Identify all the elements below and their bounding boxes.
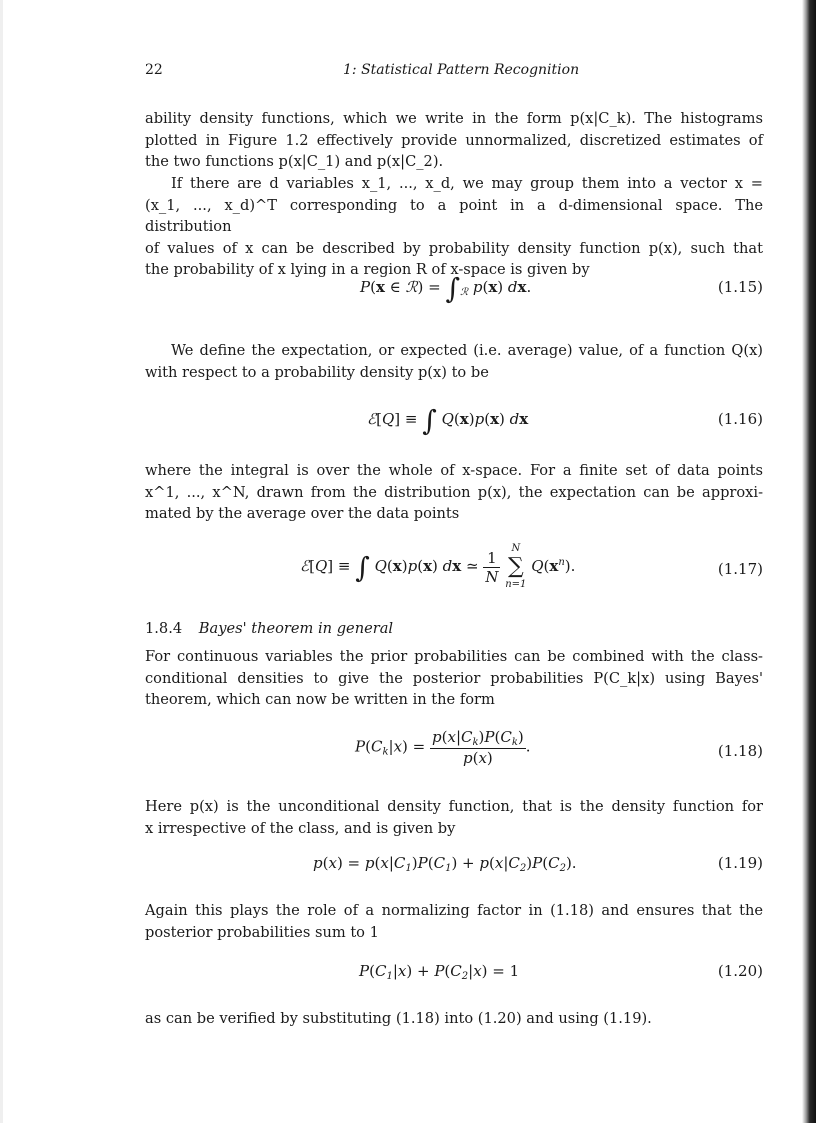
text-line: as can be verified by substituting (1.18) into (1.20) and using (1.19). <box>145 1010 652 1027</box>
equation-body: P(x ∈ ℛ) = $\int_ℛ$ p(x) dx. <box>360 272 532 305</box>
equation-body: $p(x) = p(x|C_1)P(C_1) + p(x|C_2)P(C_2)$. <box>313 854 577 874</box>
text-line: with respect to a probability density p(x) to be <box>145 363 489 381</box>
text-line: x irrespective of the class, and is given by <box>145 819 456 837</box>
scan-binding-shadow <box>802 0 816 1123</box>
text-line: x^1, ..., x^N, drawn from the distribution p(x), the expectation can be approxi- <box>145 483 763 501</box>
section-number: 1.8.4 <box>145 620 183 637</box>
text-line: where the integral is over the whole of x-space. For a finite set of data points <box>145 462 763 479</box>
text-line: Here p(x) is the unconditional density function, that is the density function for <box>145 798 763 815</box>
paragraph-unconditional <box>145 796 763 839</box>
text-line: ability density functions, which we write in the form p(x|C_k). The histograms <box>145 110 763 127</box>
running-title: 1: Statistical Pattern Recognition <box>343 62 580 78</box>
paragraph-vector-density <box>145 173 763 281</box>
equation-number: (1.20) <box>717 962 763 980</box>
equation-number: (1.16) <box>717 410 763 428</box>
text-line: For continuous variables the prior probabilities can be combined with the class- <box>145 648 763 665</box>
text-line: Again this plays the role of a normalizing factor in (1.18) and ensures that the <box>145 902 763 919</box>
section-heading <box>145 620 393 637</box>
paragraph-bayes-intro <box>145 646 763 711</box>
paragraph-normalizing <box>145 900 763 943</box>
equation-1-16 <box>145 404 765 450</box>
page-number: 22 <box>145 62 163 78</box>
scan-left-edge <box>0 0 3 1123</box>
paragraph-finite-set <box>145 460 763 525</box>
text-line: the two functions p(x|C_1) and p(x|C_2). <box>145 153 444 171</box>
equation-1-19 <box>145 854 765 894</box>
text-line: We define the expectation, or expected (i.e. average) value, of a function Q(x) <box>171 342 763 359</box>
text-line: If there are d variables x_1, ..., x_d, we may group them into a vector x = <box>171 175 763 192</box>
text-line: the probability of x lying in a region R of x-space is given by <box>145 261 590 279</box>
equation-number: (1.17) <box>717 560 763 578</box>
text-line: posterior probabilities sum to 1 <box>145 923 379 941</box>
paragraph-densities <box>145 108 763 173</box>
text-line: conditional densities to give the posterior probabilities P(C_k|x) using Bayes' <box>145 669 763 687</box>
text-line: of values of x can be described by probability density function p(x), such that <box>145 239 763 257</box>
equation-number: (1.19) <box>717 854 763 872</box>
text-line: theorem, which can now be written in the form <box>145 691 495 709</box>
equation-1-15 <box>145 272 765 318</box>
equation-body: $P(C_k|x)$ = $\frac{p(x|C_k)P(C_k)}{p(x)}$ . <box>355 728 531 767</box>
equation-1-18 <box>145 728 765 782</box>
equation-number: (1.15) <box>717 278 763 296</box>
equation-number: (1.18) <box>717 742 763 760</box>
equation-body: ℰ[Q] ≡ ∫ Q(x)p(x) dx <box>367 404 529 437</box>
paragraph-verification <box>145 1008 763 1030</box>
text-line: mated by the average over the data points <box>145 505 460 523</box>
equation-1-17 <box>145 543 765 600</box>
text-line: (x_1, ..., x_d)^T corresponding to a point in a d-dimensional space. The distribution <box>145 196 763 236</box>
running-header <box>145 62 765 84</box>
equation-body: ℰ[Q] ≡ ∫ Q(x)p(x) dx ≃ $\frac{1}{N}$ N ∑ n=1 $Q(x^n)$. <box>300 543 576 590</box>
text-line: plotted in Figure 1.2 effectively provide unnormalized, discretized estimates of <box>145 131 763 149</box>
equation-1-20 <box>145 962 765 1002</box>
equation-body: $P(C_1|x) + P(C_2|x) = 1$ <box>359 962 520 982</box>
section-title: Bayes' theorem in general <box>198 620 394 637</box>
book-page <box>145 0 765 1123</box>
paragraph-expectation <box>145 340 763 383</box>
